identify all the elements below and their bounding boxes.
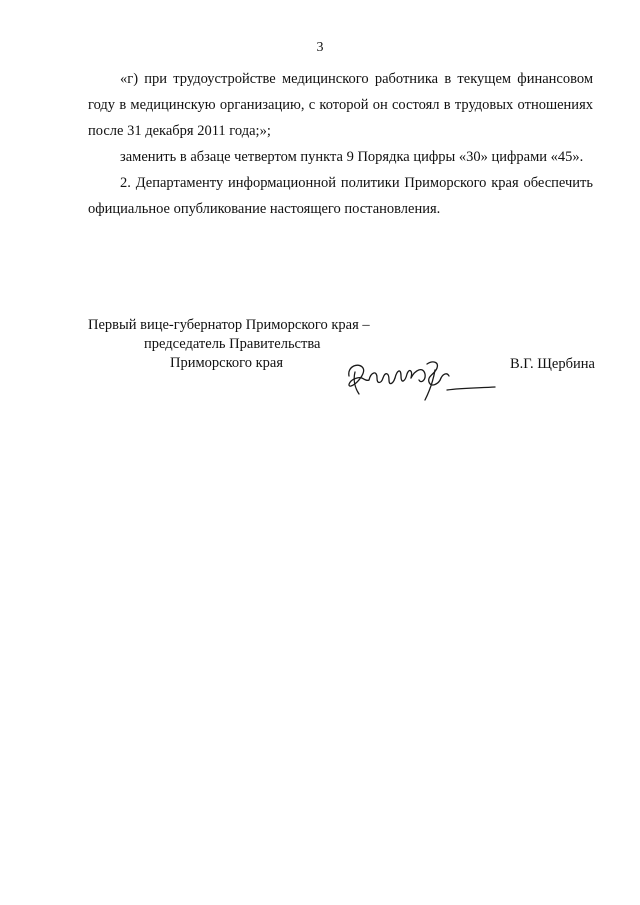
signer-title-line-1: Первый вице-губернатор Приморского края – (88, 317, 370, 333)
paragraph-replace-digits: заменить в абзаце четвертом пункта 9 Порядка цифры «30» цифрами «45». (120, 149, 584, 165)
page-number: 3 (316, 40, 324, 55)
handwritten-signature (343, 354, 503, 404)
signer-name: В.Г. Щербина (510, 356, 595, 372)
paragraph-item-2: 2. Департаменту информационной политики Приморского края обеспечить официальное опубликование настоящего постановления. (88, 175, 593, 217)
document-body (88, 66, 593, 222)
signer-title-line-2: председатель Правительства (144, 336, 321, 352)
signer-title-line-3: Приморского края (170, 355, 284, 371)
paragraph-subitem-g: «г) при трудоустройстве медицинского работника в текущем финансовом году в медицинскую организацию, с которой он состоял в трудовых отношениях после 31 декабря 2011 года;»; (88, 71, 593, 139)
